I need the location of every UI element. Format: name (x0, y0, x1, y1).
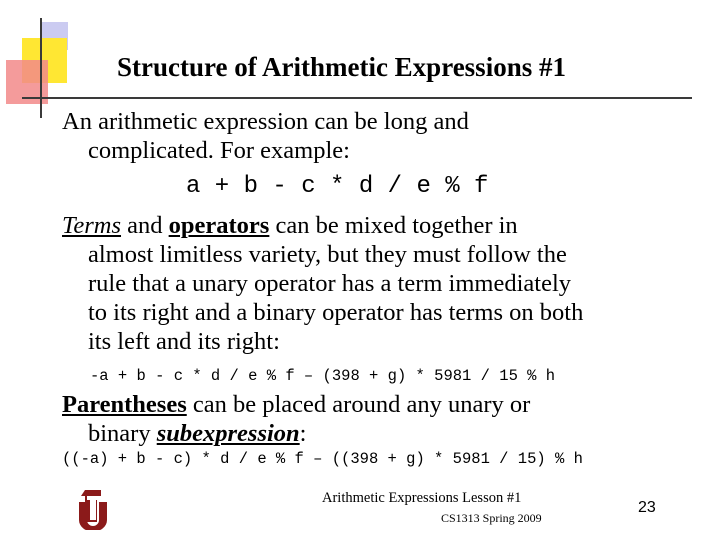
term-keyword-terms: Terms (62, 212, 122, 239)
term-keyword-subexpression: subexpression (156, 420, 300, 447)
paragraph-parentheses (62, 390, 530, 448)
code-example-2: ((-a) + b - c) * d / e % f – ((398 + g) * 5981 / 15) % h (62, 450, 583, 468)
ou-logo-icon (75, 488, 111, 535)
footer-term: CS1313 Spring 2009 (441, 511, 542, 525)
slide-title: Structure of Arithmetic Expressions #1 (117, 52, 566, 82)
intro-line-1: An arithmetic expression can be long and (62, 108, 469, 135)
intro-line-2: complicated. For example: (88, 137, 350, 164)
terms-line-5: its left and its right: (88, 328, 280, 355)
term-keyword-operators: operators (168, 212, 270, 239)
page-number: 23 (638, 499, 656, 516)
paren-line-2-pre: binary (88, 420, 157, 447)
paragraph-intro (62, 107, 469, 165)
term-and: and (121, 212, 169, 239)
footer-course: Arithmetic Expressions Lesson #1 (322, 490, 522, 506)
terms-line-1 (62, 211, 583, 240)
paragraph-terms-operators (62, 211, 583, 356)
paren-line-1 (62, 390, 530, 419)
term-keyword-parentheses: Parentheses (62, 391, 187, 418)
terms-line-3: rule that a unary operator has a term immediately (88, 270, 572, 297)
example-expression: a + b - c * d / e % f (186, 173, 489, 200)
terms-line-4: to its right and a binary operator has terms on both (88, 299, 584, 326)
paren-colon: : (299, 420, 307, 447)
paren-line-2 (62, 419, 530, 448)
title-underline-rule (22, 97, 692, 99)
terms-line-1-rest: can be mixed together in (269, 212, 518, 239)
paren-line-1-rest: can be placed around any unary or (186, 391, 531, 418)
decor-vertical-rule (40, 18, 42, 118)
code-example-1: -a + b - c * d / e % f – (398 + g) * 5981 / 15 % h (90, 367, 556, 385)
terms-line-2: almost limitless variety, but they must follow the (88, 241, 567, 268)
